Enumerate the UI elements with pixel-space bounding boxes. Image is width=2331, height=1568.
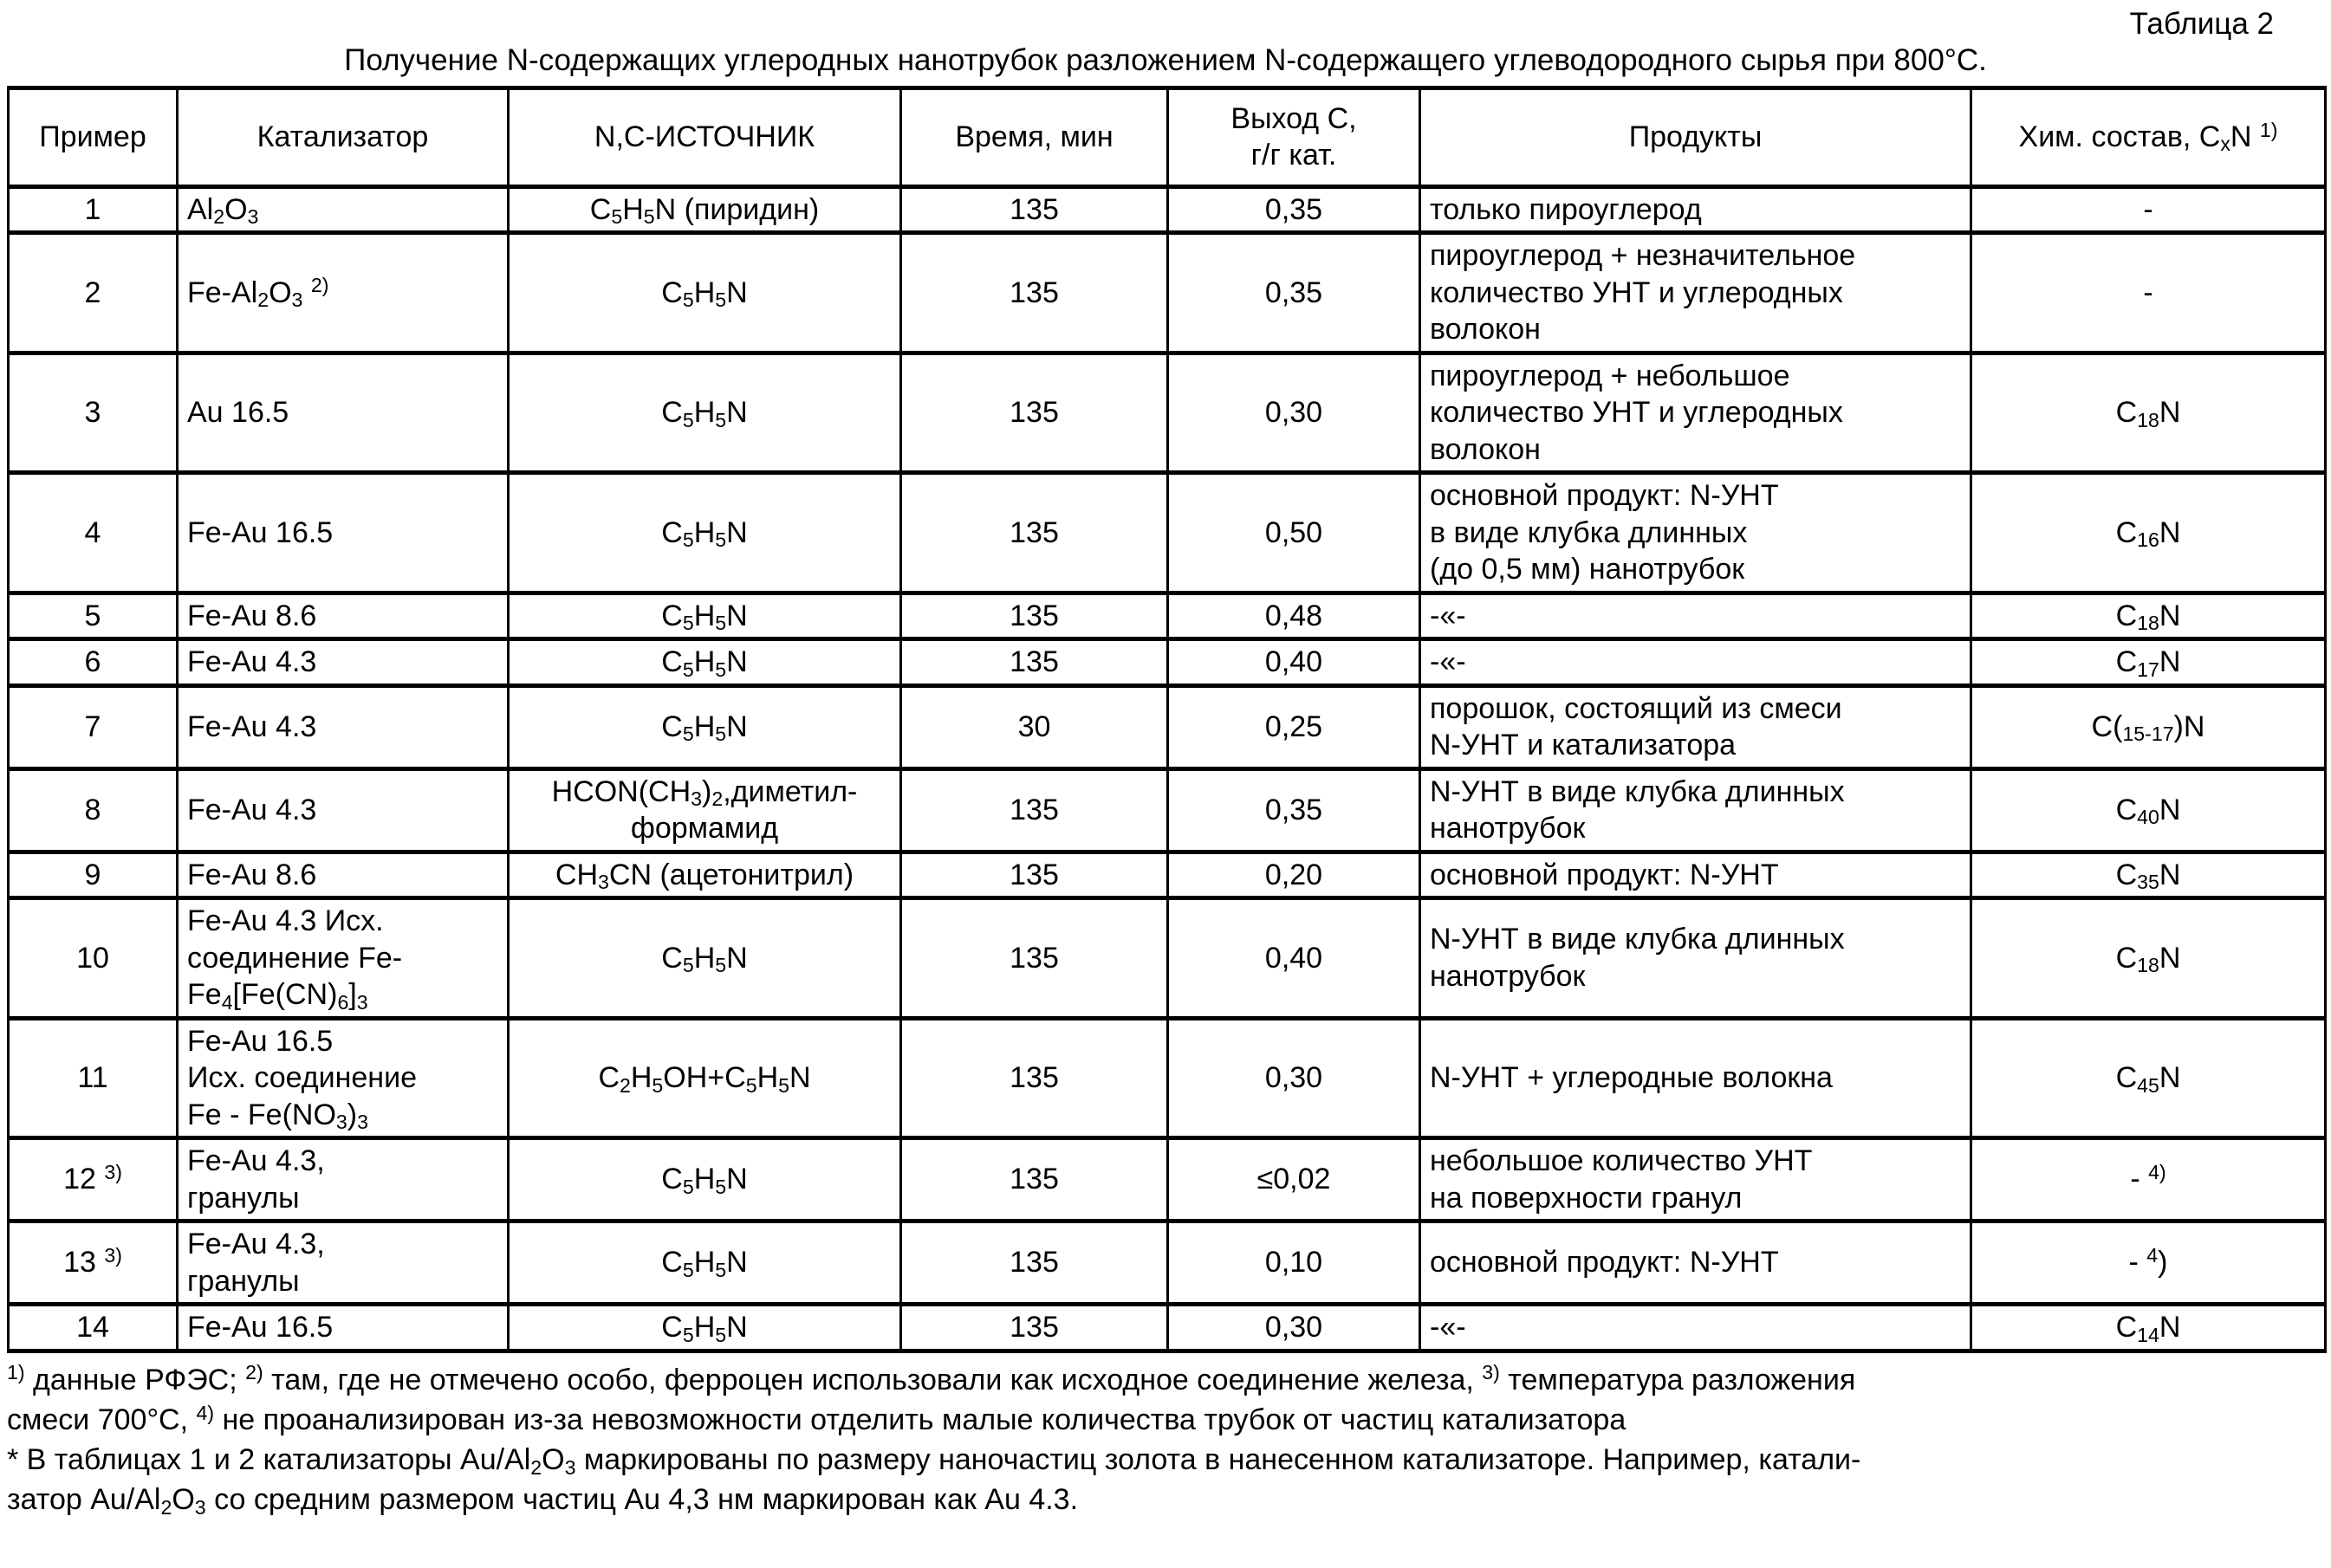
table-row: [9, 685, 2326, 768]
cell-catalyst: $Fe-Al_2O_3$ $^{2)}$: [178, 233, 509, 353]
cell-composition: -: [1971, 233, 2326, 353]
cell-time: 135: [901, 1138, 1168, 1221]
cell-example: 9: [9, 852, 178, 898]
cell-example: 3: [9, 353, 178, 473]
cell-catalyst: Au 16.5: [178, 353, 509, 473]
cell-products: N-УНТ в виде клубка длинных нанотрубок: [1420, 768, 1971, 852]
footnote-line: $^{1)}$ данные РФЭС; $^{2)}$ там, где не отмечено особо, ферроцен использовали как исходное соединение железа, $^{3)}$ температура разложения: [7, 1361, 1856, 1396]
cell-source: $C_5H_5N$: [509, 685, 901, 768]
cell-yield: 0,30: [1168, 1305, 1420, 1351]
cell-products: -«-: [1420, 639, 1971, 686]
cell-source: $CH_3CN$ (ацетонитрил): [509, 852, 901, 898]
column-header-example: Пример: [9, 87, 178, 186]
table-row: [9, 768, 2326, 852]
cell-yield: 0,35: [1168, 233, 1420, 353]
cell-yield: 0,10: [1168, 1221, 1420, 1305]
cell-products: -«-: [1420, 1305, 1971, 1351]
header-row: [9, 87, 2326, 186]
column-header-composition: Хим. состав, $C_xN$ $^{1)}$: [1971, 87, 2326, 186]
table-row: [9, 639, 2326, 686]
cell-source: $C_5H_5N$: [509, 639, 901, 686]
cell-catalyst: Fe-Au 4.3, гранулы: [178, 1221, 509, 1305]
footnote-line: * В таблицах 1 и 2 катализаторы $Au/Al_2O_3$ маркированы по размеру наночастиц золота в нанесенном катализаторе. Например, катали-: [7, 1442, 1861, 1479]
cell-yield: 0,30: [1168, 353, 1420, 473]
cell-composition: $C_{16}N$: [1971, 473, 2326, 593]
cell-yield: 0,40: [1168, 639, 1420, 686]
cell-composition: - $^{4)}$: [1971, 1138, 2326, 1221]
cell-time: 135: [901, 473, 1168, 593]
cell-yield: 0,25: [1168, 685, 1420, 768]
cell-products: основной продукт: N-УНТ: [1420, 1221, 1971, 1305]
cell-source: $C_5H_5N$: [509, 353, 901, 473]
cell-products: порошок, состоящий из смеси N-УНТ и катализатора: [1420, 685, 1971, 768]
table-row: [9, 1305, 2326, 1351]
cell-yield: 0,20: [1168, 852, 1420, 898]
cell-catalyst: Fe-Au 16.5: [178, 1305, 509, 1351]
data-table: [7, 86, 2327, 1353]
cell-example: 13 $^{3)}$: [9, 1221, 178, 1305]
cell-yield: ≤0,02: [1168, 1138, 1420, 1221]
cell-example: 14: [9, 1305, 178, 1351]
cell-catalyst: Fe-Au 16.5: [178, 473, 509, 593]
table-row: [9, 186, 2326, 233]
cell-products: пироуглерод + незначительное количество УНТ и углеродных волокон: [1420, 233, 1971, 353]
column-header-products: Продукты: [1420, 87, 1971, 186]
column-header-source: N,C-ИСТОЧНИК: [509, 87, 901, 186]
cell-composition: $C_{18}N$: [1971, 353, 2326, 473]
cell-source: $C_5H_5N$: [509, 1138, 901, 1221]
cell-products: основной продукт: N-УНТ в виде клубка длинных (до 0,5 мм) нанотрубок: [1420, 473, 1971, 593]
cell-catalyst: Fe-Au 4.3: [178, 768, 509, 852]
cell-time: 135: [901, 353, 1168, 473]
cell-example: 10: [9, 898, 178, 1019]
table-row: [9, 473, 2326, 593]
cell-catalyst: Fe-Au 4.3, гранулы: [178, 1138, 509, 1221]
cell-catalyst: Fe-Au 4.3: [178, 685, 509, 768]
cell-composition: $C_{18}N$: [1971, 898, 2326, 1019]
cell-products: -«-: [1420, 593, 1971, 639]
footnotes: [7, 1360, 2324, 1520]
cell-products: N-УНТ в виде клубка длинных нанотрубок: [1420, 898, 1971, 1019]
cell-time: 135: [901, 1305, 1168, 1351]
cell-example: 1: [9, 186, 178, 233]
cell-composition: $C_{18}N$: [1971, 593, 2326, 639]
cell-example: 5: [9, 593, 178, 639]
cell-composition: $C_{35}N$: [1971, 852, 2326, 898]
table-caption: Получение N-содержащих углеродных нанотрубок разложением N-содержащего углеводородного сырья при 800°С.: [344, 43, 1987, 78]
footnote-line: смеси 700°С, $^{4)}$ не проанализирован из-за невозможности отделить малые количества трубок от частиц катализатора: [7, 1401, 1627, 1436]
cell-time: 135: [901, 898, 1168, 1019]
cell-products: небольшое количество УНТ на поверхности гранул: [1420, 1138, 1971, 1221]
cell-composition: $C_{40}N$: [1971, 768, 2326, 852]
cell-catalyst: Fe-Au 4.3: [178, 639, 509, 686]
cell-time: 135: [901, 233, 1168, 353]
cell-example: 2: [9, 233, 178, 353]
table-row: [9, 1138, 2326, 1221]
cell-time: 135: [901, 593, 1168, 639]
column-header-yield: Выход С, г/г кат.: [1168, 87, 1420, 186]
cell-composition: $C_{14}N$: [1971, 1305, 2326, 1351]
cell-catalyst: Fe-Au 4.3 Исх. соединение Fe- $Fe_4[Fe(CN)_6]_3$: [178, 898, 509, 1019]
cell-composition: $C(_{15-17})N$: [1971, 685, 2326, 768]
cell-example: 12 $^{3)}$: [9, 1138, 178, 1221]
cell-composition: $C_{17}N$: [1971, 639, 2326, 686]
cell-catalyst: Fe-Au 8.6: [178, 593, 509, 639]
cell-catalyst: $Al_2O_3$: [178, 186, 509, 233]
cell-catalyst: Fe-Au 16.5 Исх. соединение Fe - $Fe(NO_3)_3$: [178, 1018, 509, 1138]
cell-yield: 0,50: [1168, 473, 1420, 593]
cell-yield: 0,35: [1168, 768, 1420, 852]
table-row: [9, 233, 2326, 353]
footnote-line: затор $Au/Al_2O_3$ со средним размером частиц Au 4,3 нм маркирован как Au 4.3.: [7, 1483, 1079, 1519]
column-header-catalyst: Катализатор: [178, 87, 509, 186]
column-header-time: Время, мин: [901, 87, 1168, 186]
table-row: [9, 1018, 2326, 1138]
cell-time: 135: [901, 1018, 1168, 1138]
table-row: [9, 898, 2326, 1019]
cell-time: 135: [901, 768, 1168, 852]
cell-example: 11: [9, 1018, 178, 1138]
cell-time: 135: [901, 1221, 1168, 1305]
cell-example: 6: [9, 639, 178, 686]
cell-source: $HCON(CH_3)_2,диметил-$ формамид: [509, 768, 901, 852]
table-row: [9, 353, 2326, 473]
table-body: [9, 186, 2326, 1351]
cell-products: N-УНТ + углеродные волокна: [1420, 1018, 1971, 1138]
cell-example: 8: [9, 768, 178, 852]
cell-source: $C_5H_5N$: [509, 233, 901, 353]
cell-source: $C_5H_5N$ (пиридин): [509, 186, 901, 233]
table-row: [9, 1221, 2326, 1305]
cell-yield: 0,35: [1168, 186, 1420, 233]
cell-catalyst: Fe-Au 8.6: [178, 852, 509, 898]
cell-time: 135: [901, 852, 1168, 898]
cell-composition: $C_{45}N$: [1971, 1018, 2326, 1138]
cell-yield: 0,48: [1168, 593, 1420, 639]
cell-source: $C_5H_5N$: [509, 473, 901, 593]
table-row: [9, 852, 2326, 898]
cell-source: $C_5H_5N$: [509, 1221, 901, 1305]
cell-source: $C_5H_5N$: [509, 898, 901, 1019]
cell-composition: - $^4$): [1971, 1221, 2326, 1305]
cell-time: 30: [901, 685, 1168, 768]
cell-products: основной продукт: N-УНТ: [1420, 852, 1971, 898]
cell-yield: 0,30: [1168, 1018, 1420, 1138]
table-row: [9, 593, 2326, 639]
cell-example: 4: [9, 473, 178, 593]
cell-products: только пироуглерод: [1420, 186, 1971, 233]
cell-source: $C_5H_5N$: [509, 593, 901, 639]
cell-time: 135: [901, 186, 1168, 233]
cell-products: пироуглерод + небольшое количество УНТ и углеродных волокон: [1420, 353, 1971, 473]
cell-example: 7: [9, 685, 178, 768]
cell-yield: 0,40: [1168, 898, 1420, 1019]
cell-composition: -: [1971, 186, 2326, 233]
table-label: Таблица 2: [2129, 7, 2274, 41]
cell-source: $C_5H_5N$: [509, 1305, 901, 1351]
cell-source: $C_2H_5OH+C_5H_5N$: [509, 1018, 901, 1138]
cell-time: 135: [901, 639, 1168, 686]
